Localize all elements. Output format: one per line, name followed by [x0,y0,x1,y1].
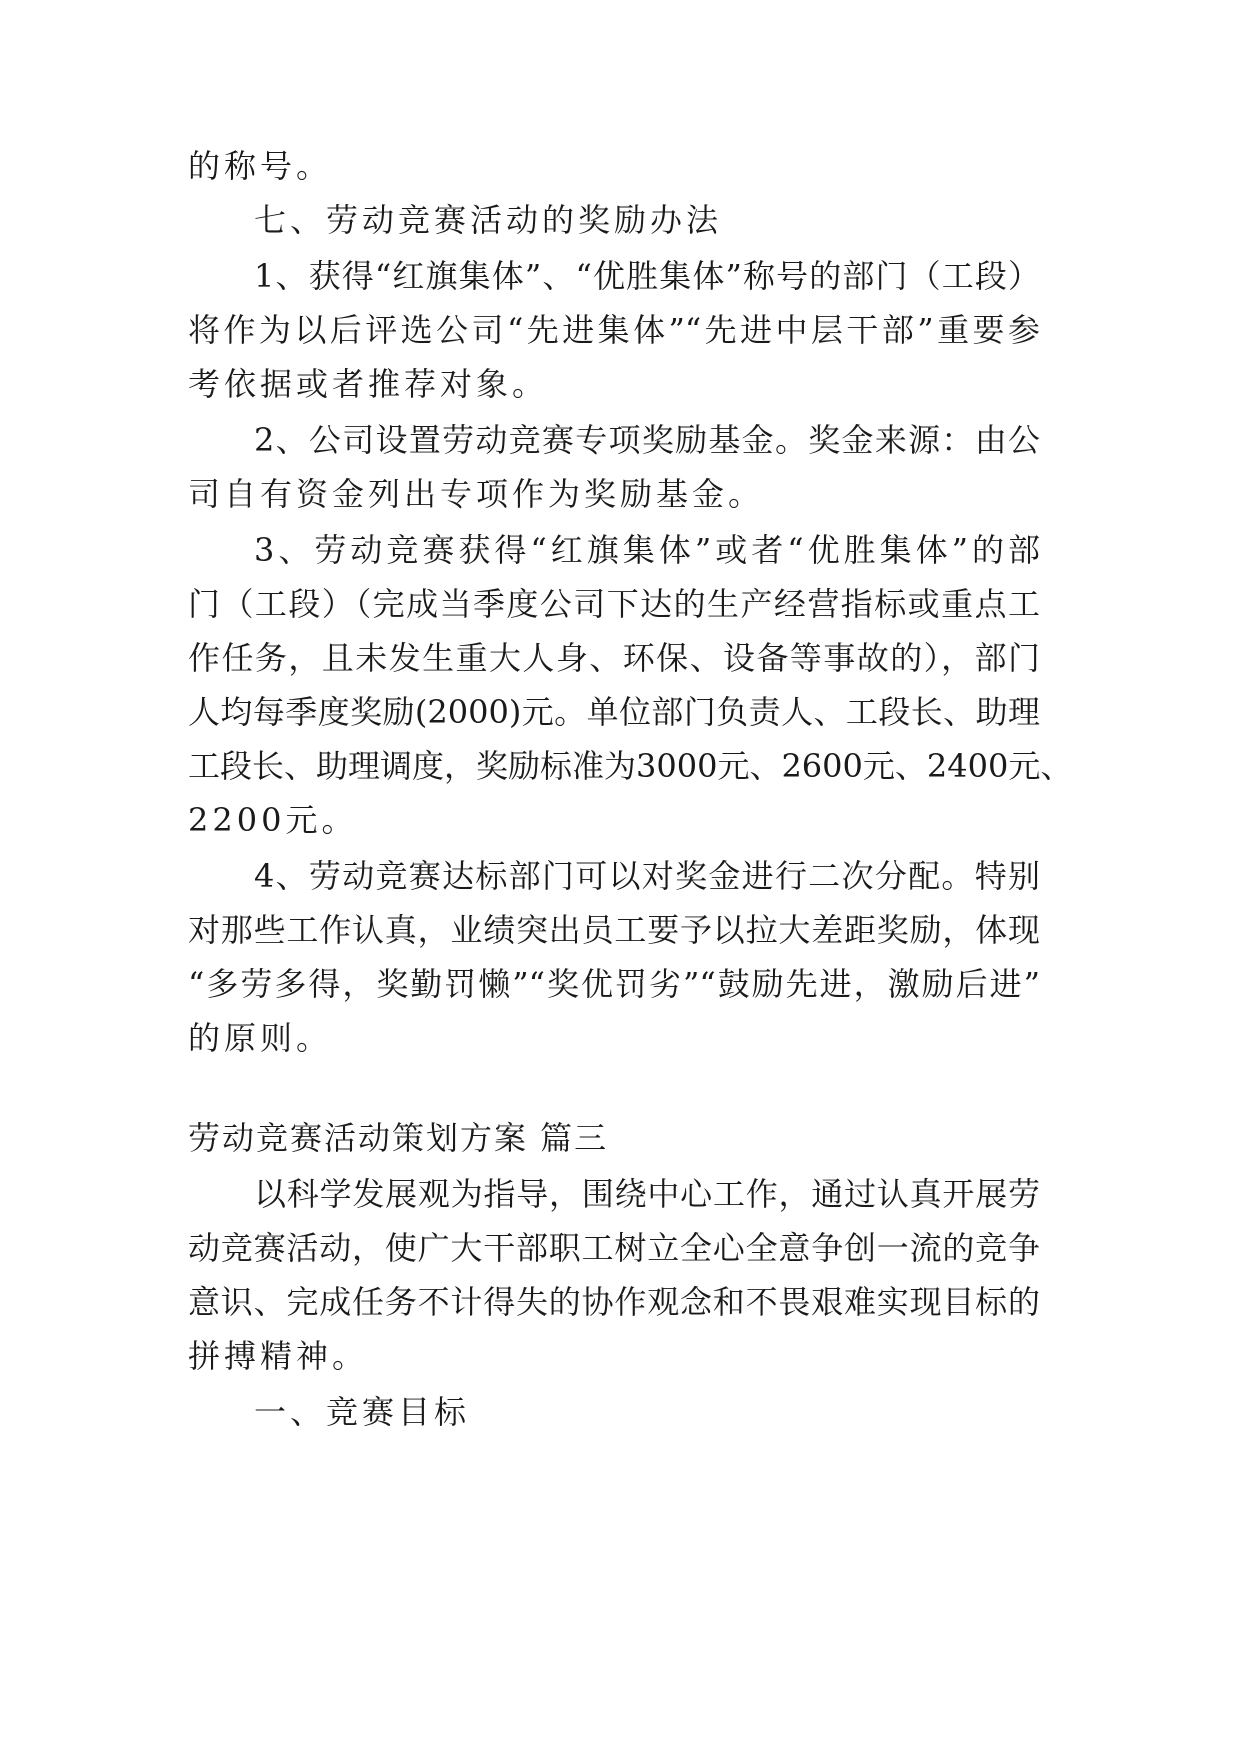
paragraph-line: 以科学发展观为指导，围绕中心工作，通过认真开展劳 [254,1175,1040,1213]
paragraph-line: 工段长、助理调度，奖励标准为3000元、2600元、2400元、 [188,747,1073,785]
paragraph-line: 的原则。 [188,1019,333,1057]
paragraph-line: 1、获得“红旗集体”、“优胜集体”称号的部门（工段） [254,257,1040,295]
paragraph-line: 3、劳动竞赛获得“红旗集体”或者“优胜集体”的部 [254,531,1040,569]
paragraph-line: 对那些工作认真，业绩突出员工要予以拉大差距奖励，体现 [188,911,1040,949]
paragraph-line: 意识、完成任务不计得失的协作观念和不畏艰难实现目标的 [188,1283,1040,1321]
paragraph-line: 拼搏精神。 [188,1337,369,1375]
paragraph-line: 的称号。 [188,147,333,185]
paragraph-line: 4、劳动竞赛达标部门可以对奖金进行二次分配。特别 [254,857,1040,895]
paragraph-line: “多劳多得，奖勤罚懒”“奖优罚劣”“鼓励先进，激励后进” [188,965,1040,1003]
paragraph-line: 2200元。 [188,801,358,839]
paragraph-line: 2、公司设置劳动竞赛专项奖励基金。奖金来源：由公 [254,421,1040,459]
chapter-title: 劳动竞赛活动策划方案 篇三 [188,1119,609,1157]
paragraph-line: 人均每季度奖励(2000)元。单位部门负责人、工段长、助理 [188,693,1040,731]
section-heading: 一、竞赛目标 [254,1393,471,1431]
section-heading: 七、劳动竞赛活动的奖励办法 [254,201,723,239]
paragraph-line: 门（工段）（完成当季度公司下达的生产经营指标或重点工 [188,585,1040,623]
paragraph-line: 作任务，且未发生重大人身、环保、设备等事故的），部门 [188,639,1040,677]
paragraph-line: 将作为以后评选公司“先进集体”“先进中层干部”重要参 [188,311,1040,349]
paragraph-line: 司自有资金列出专项作为奖励基金。 [188,475,765,513]
paragraph-line: 考依据或者推荐对象。 [188,365,549,403]
paragraph-line: 动竞赛活动，使广大干部职工树立全心全意争创一流的竞争 [188,1229,1040,1267]
